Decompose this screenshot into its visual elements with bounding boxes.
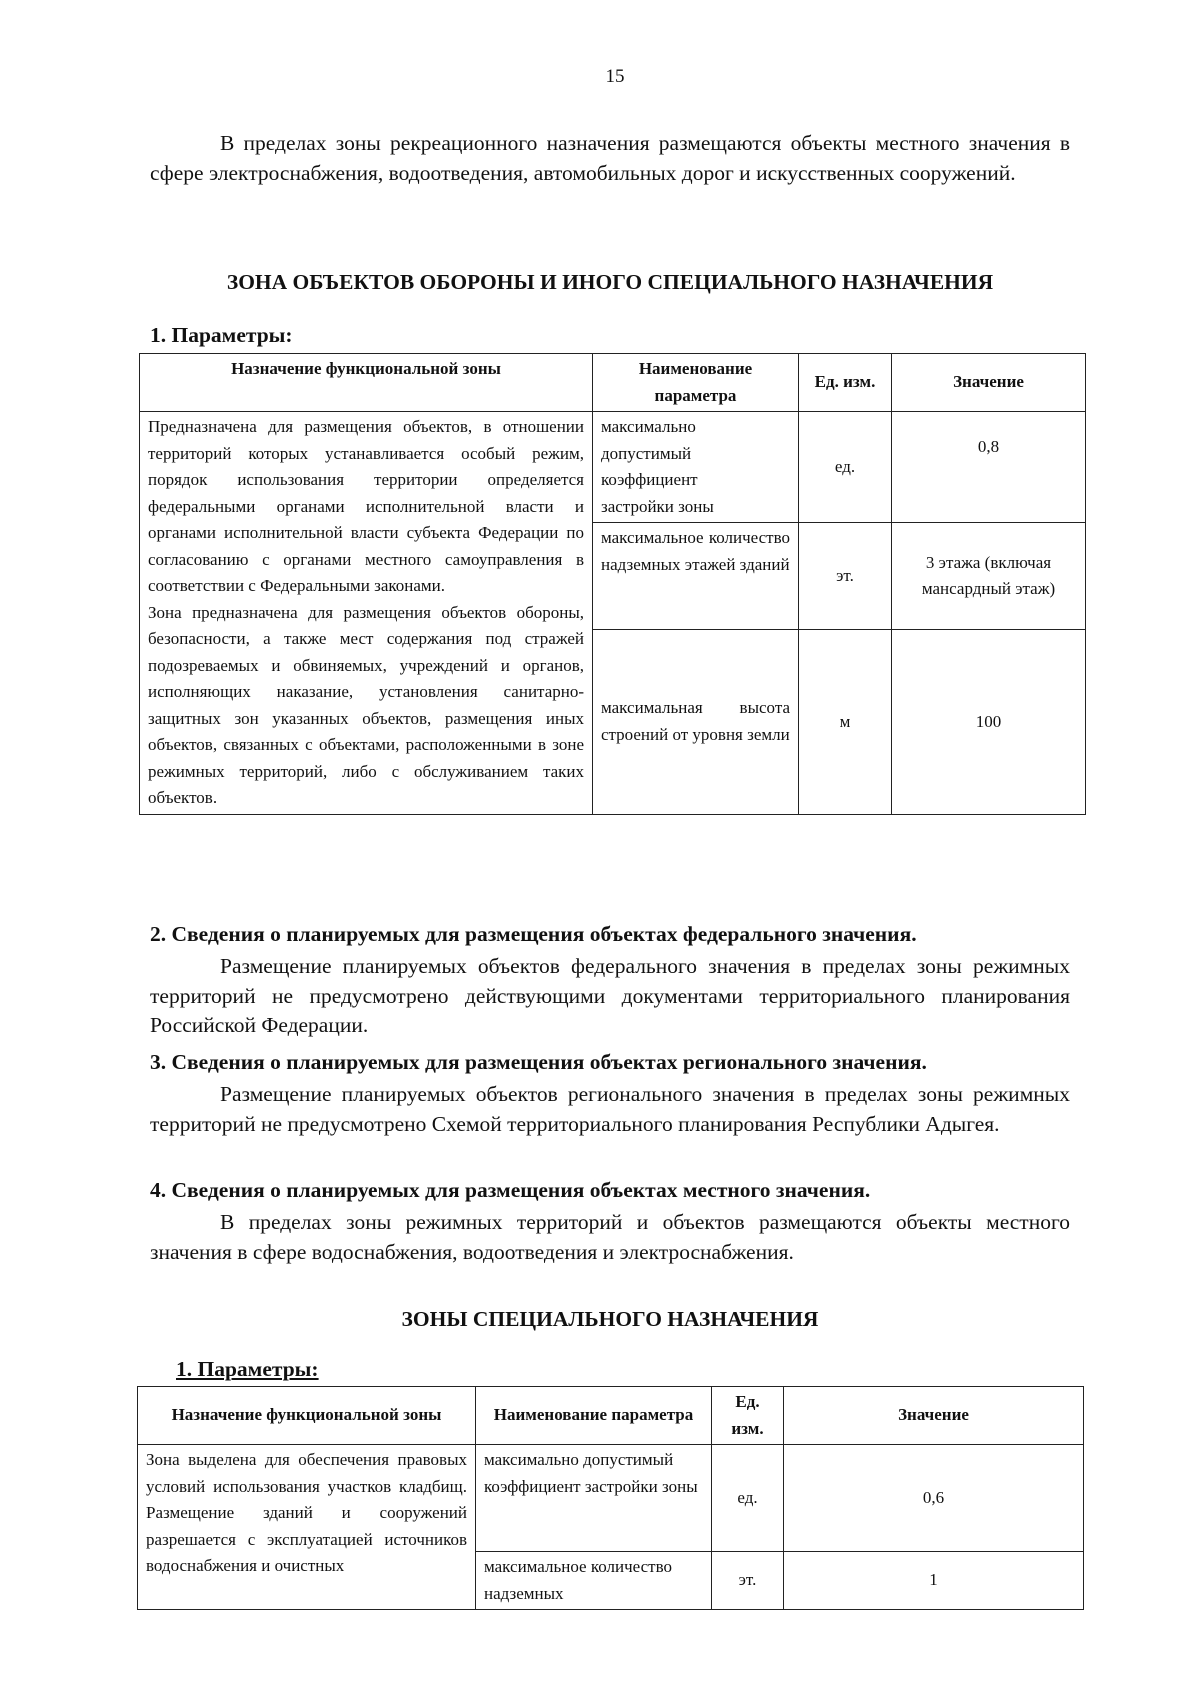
- param-cell: максимально допустимый коэффициент застройки зоны: [476, 1445, 712, 1552]
- header-unit: Ед. изм.: [799, 354, 892, 412]
- zone-purpose-text-2: Зона предназначена для размещения объектов обороны, безопасности, а также мест содержания под стражей подозреваемых и обвиняемых, учреждений и органов, исполняющих наказание, установления санитарно-защитных зон указанных объектов, размещения иных объектов, связанных с объектами, расположенными в зоне режимных территорий, либо с обслуживанием таких объектов.: [148, 602, 584, 807]
- unit-cell: эт.: [799, 523, 892, 630]
- param-cell: максимальная высота строений от уровня земли: [593, 630, 799, 815]
- item4-paragraph: В пределах зоны режимных территорий и объектов размещаются объекты местного значения в сфере водоснабжения, водоотведения и электроснабжения.: [150, 1210, 1070, 1264]
- param-cell: максимальное количество надземных этажей зданий: [593, 523, 799, 630]
- item2-heading: 2. Сведения о планируемых для размещения объектах федерального значения.: [150, 922, 917, 946]
- params-table-defense-zone: [139, 353, 1086, 815]
- value-cell: 0,8: [892, 412, 1086, 523]
- value-cell: 100: [892, 630, 1086, 815]
- header-zone-purpose: Назначение функциональной зоны: [138, 1387, 476, 1445]
- zone-purpose-cell: [140, 412, 593, 815]
- zone-purpose-text-1: Предназначена для размещения объектов, в отношении территорий которых устанавливается особый режим, порядок использования территории определяется федеральными органами исполнительной власти и органами исполнительной власти субъекта Федерации по согласованию с органами местного самоуправления в соответствии с Федеральными законами.: [148, 417, 584, 595]
- zone-purpose-cell: Зона выделена для обеспечения правовых условий использования участков кладбищ. Размещение зданий и сооружений разрешается с эксплуатацией источников водоснабжения и очистных: [138, 1445, 476, 1610]
- intro-paragraph: В пределах зоны рекреационного назначения размещаются объекты местного значения в сфере электроснабжения, водоотведения, автомобильных дорог и искусственных сооружений.: [150, 131, 1070, 185]
- header-value: Значение: [784, 1387, 1084, 1445]
- unit-cell: ед.: [712, 1445, 784, 1552]
- table-row: [140, 412, 1086, 523]
- unit-cell: эт.: [712, 1552, 784, 1610]
- item3-paragraph: Размещение планируемых объектов регионального значения в пределах зоны режимных территорий не предусмотрено Схемой территориального планирования Республики Адыгея.: [150, 1082, 1070, 1136]
- unit-cell: ед.: [799, 412, 892, 523]
- params-heading-2: 1. Параметры:: [176, 1357, 319, 1381]
- value-cell: 3 этажа (включая мансардный этаж): [892, 523, 1086, 630]
- table-header-row: [138, 1387, 1084, 1445]
- param-cell: максимально допустимый коэффициент застройки зоны: [593, 412, 799, 523]
- header-parameter-name: Наименование параметра: [476, 1387, 712, 1445]
- param-cell: максимальное количество надземных: [476, 1552, 712, 1610]
- item4-heading: 4. Сведения о планируемых для размещения объектах местного значения.: [150, 1178, 871, 1202]
- value-cell: 1: [784, 1552, 1084, 1610]
- header-value: Значение: [892, 354, 1086, 412]
- table-header-row: [140, 354, 1086, 412]
- header-parameter-name: Наименование параметра: [593, 354, 799, 412]
- params-heading: 1. Параметры:: [150, 323, 293, 347]
- table-row: [138, 1445, 1084, 1552]
- unit-cell: м: [799, 630, 892, 815]
- section-title-defense-zone: ЗОНА ОБЪЕКТОВ ОБОРОНЫ И ИНОГО СПЕЦИАЛЬНОГО НАЗНАЧЕНИЯ: [226, 270, 994, 294]
- page-number: 15: [605, 66, 625, 87]
- header-unit: Ед. изм.: [712, 1387, 784, 1445]
- value-cell: 0,6: [784, 1445, 1084, 1552]
- item2-paragraph: Размещение планируемых объектов федерального значения в пределах зоны режимных территорий не предусмотрено действующими документами территориального планирования Российской Федерации.: [150, 954, 1070, 1037]
- item3-heading: 3. Сведения о планируемых для размещения объектах регионального значения.: [150, 1050, 927, 1074]
- section-title-special-zones: ЗОНЫ СПЕЦИАЛЬНОГО НАЗНАЧЕНИЯ: [401, 1307, 819, 1331]
- header-zone-purpose: Назначение функциональной зоны: [140, 354, 593, 412]
- params-table-special-zones: [137, 1386, 1084, 1610]
